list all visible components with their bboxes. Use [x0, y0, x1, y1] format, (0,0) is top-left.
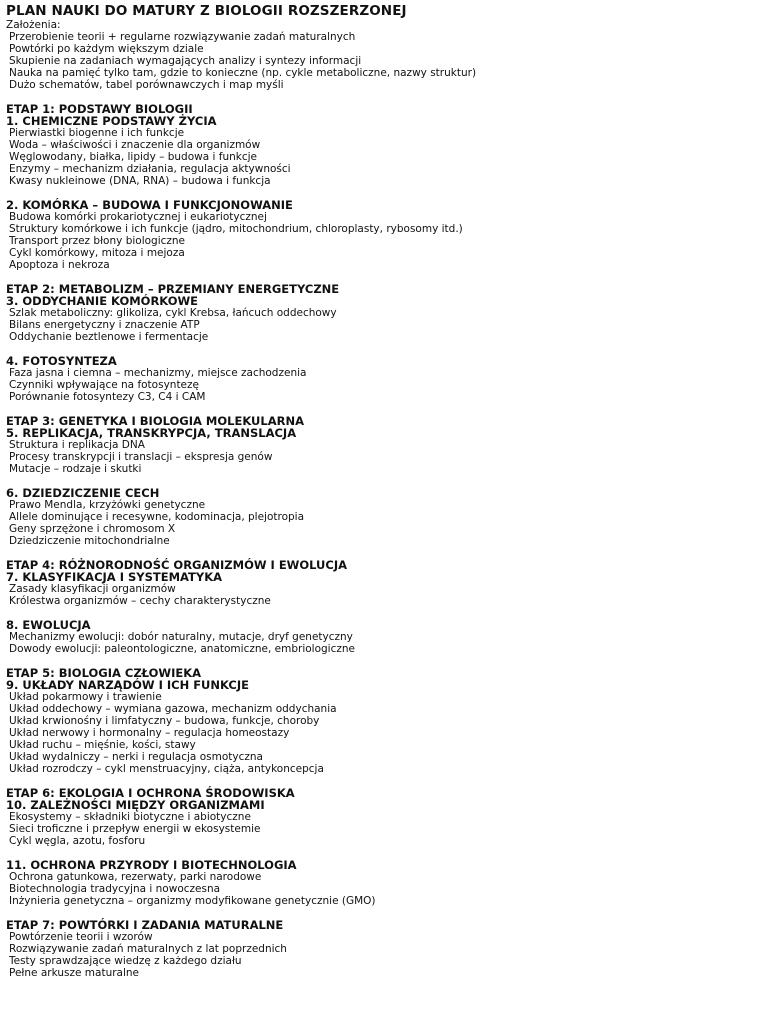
assumptions-label: Założenia:	[6, 19, 61, 31]
section-item: Procesy transkrypcji i translacji – ekspresja genów	[9, 451, 273, 463]
section-title: 5. REPLIKACJA, TRANSKRYPCJA, TRANSLACJA	[6, 426, 297, 440]
section-block	[6, 571, 762, 607]
section-item: Dowody ewolucji: paleontologiczne, anatomiczne, embriologiczne	[9, 643, 355, 655]
stages-container	[6, 103, 762, 979]
stage-title: ETAP 3: GENETYKA I BIOLOGIA MOLEKULARNA	[6, 414, 304, 428]
section-item: Układ rozrodczy – cykl menstruacyjny, ciąża, antykoncepcja	[9, 763, 324, 775]
section-item: Apoptoza i nekroza	[9, 259, 110, 271]
section-block	[6, 679, 762, 775]
stage-title: ETAP 5: BIOLOGIA CZŁOWIEKA	[6, 666, 202, 680]
section-item: Cykl komórkowy, mitoza i mejoza	[9, 247, 185, 259]
section-title: 8. EWOLUCJA	[6, 618, 91, 632]
stage-block	[6, 283, 762, 403]
section-item: Allele dominujące i recesywne, kodominacja, plejotropia	[9, 511, 305, 523]
section-title: 2. KOMÓRKA – BUDOWA I FUNKCJONOWANIE	[6, 198, 293, 212]
assumption-item: Przerobienie teorii + regularne rozwiązywanie zadań maturalnych	[9, 31, 356, 43]
section-item: Szlak metaboliczny: glikoliza, cykl Krebsa, łańcuch oddechowy	[9, 307, 337, 319]
section-item: Prawo Mendla, krzyżówki genetyczne	[9, 499, 206, 511]
section-item: Inżynieria genetyczna – organizmy modyfikowane genetycznie (GMO)	[9, 895, 376, 907]
section-item: Układ nerwowy i hormonalny – regulacja homeostazy	[9, 727, 290, 739]
section-item: Mutacje – rodzaje i skutki	[9, 463, 142, 475]
section-block	[6, 295, 762, 343]
section-item: Sieci troficzne i przepływ energii w ekosystemie	[9, 823, 261, 835]
section-title: 10. ZALEŻNOŚCI MIĘDZY ORGANIZMAMI	[6, 798, 265, 812]
stage-block	[6, 667, 762, 775]
section-item: Enzymy – mechanizm działania, regulacja aktywności	[9, 163, 291, 175]
section-block	[6, 355, 762, 403]
section-item: Budowa komórki prokariotycznej i eukariotycznej	[9, 211, 267, 223]
stage-block	[6, 919, 762, 979]
section-item: Ekosystemy – składniki biotyczne i abiotyczne	[9, 811, 251, 823]
document-title: PLAN NAUKI DO MATURY Z BIOLOGII ROZSZERZONEJ	[6, 3, 407, 19]
section-block	[6, 199, 762, 271]
section-item: Faza jasna i ciemna – mechanizmy, miejsce zachodzenia	[9, 367, 307, 379]
section-block	[6, 115, 762, 187]
assumption-item: Dużo schematów, tabel porównawczych i map myśli	[9, 79, 284, 91]
section-item: Porównanie fotosyntezy C3, C4 i CAM	[9, 391, 206, 403]
section-item: Struktura i replikacja DNA	[9, 439, 145, 451]
section-item: Królestwa organizmów – cechy charakterystyczne	[9, 595, 271, 607]
section-item: Powtórzenie teorii i wzorów	[9, 931, 153, 943]
section-item: Układ krwionośny i limfatyczny – budowa, funkcje, choroby	[9, 715, 320, 727]
section-item: Układ ruchu – mięśnie, kości, stawy	[9, 739, 196, 751]
stage-block	[6, 559, 762, 655]
section-title: 3. ODDYCHANIE KOMÓRKOWE	[6, 294, 199, 308]
section-item: Zasady klasyfikacji organizmów	[9, 583, 176, 595]
section-title: 7. KLASYFIKACJA I SYSTEMATYKA	[6, 570, 223, 584]
document	[6, 4, 762, 979]
section-item: Układ pokarmowy i trawienie	[9, 691, 162, 703]
section-item: Transport przez błony biologiczne	[9, 235, 186, 247]
section-item: Czynniki wpływające na fotosyntezę	[9, 379, 199, 391]
stage-title: ETAP 1: PODSTAWY BIOLOGII	[6, 102, 193, 116]
section-item: Pierwiastki biogenne i ich funkcje	[9, 127, 185, 139]
section-title: 9. UKŁADY NARZĄDÓW I ICH FUNKCJE	[6, 678, 249, 692]
section-block	[6, 427, 762, 475]
stage-block	[6, 103, 762, 271]
section-block	[6, 619, 762, 655]
section-item: Cykl węgla, azotu, fosforu	[9, 835, 146, 847]
section-block	[6, 799, 762, 847]
section-item: Mechanizmy ewolucji: dobór naturalny, mutacje, dryf genetyczny	[9, 631, 353, 643]
section-item: Oddychanie beztlenowe i fermentacje	[9, 331, 209, 343]
stage-title: ETAP 6: EKOLOGIA I OCHRONA ŚRODOWISKA	[6, 786, 295, 800]
stage-title: ETAP 4: RÓŻNORODNOŚĆ ORGANIZMÓW I EWOLUCJA	[6, 558, 348, 572]
section-title: 11. OCHRONA PRZYRODY I BIOTECHNOLOGIA	[6, 858, 297, 872]
section-item: Geny sprzężone i chromosom X	[9, 523, 176, 535]
section-item: Struktury komórkowe i ich funkcje (jądro, mitochondrium, chloroplasty, rybosomy itd.)	[9, 223, 463, 235]
section-title: 4. FOTOSYNTEZA	[6, 354, 117, 368]
stage-title: ETAP 2: METABOLIZM – PRZEMIANY ENERGETYCZNE	[6, 282, 340, 296]
section-title: 1. CHEMICZNE PODSTAWY ŻYCIA	[6, 114, 217, 128]
stage-block	[6, 415, 762, 547]
section-item: Rozwiązywanie zadań maturalnych z lat poprzednich	[9, 943, 287, 955]
assumption-item: Skupienie na zadaniach wymagających analizy i syntezy informacji	[9, 55, 362, 67]
section-item: Dziedziczenie mitochondrialne	[9, 535, 170, 547]
assumption-item: Nauka na pamięć tylko tam, gdzie to konieczne (np. cykle metaboliczne, nazwy struktur)	[9, 67, 477, 79]
stage-block	[6, 787, 762, 907]
section-item: Węglowodany, białka, lipidy – budowa i funkcje	[9, 151, 257, 163]
assumption-item: Powtórki po każdym większym dziale	[9, 43, 204, 55]
section-item: Biotechnologia tradycyjna i nowoczesna	[9, 883, 221, 895]
section-item: Woda – właściwości i znaczenie dla organizmów	[9, 139, 261, 151]
section-item: Kwasy nukleinowe (DNA, RNA) – budowa i funkcja	[9, 175, 271, 187]
section-item: Testy sprawdzające wiedzę z każdego działu	[9, 955, 242, 967]
section-item: Układ wydalniczy – nerki i regulacja osmotyczna	[9, 751, 263, 763]
assumptions-block	[6, 19, 762, 91]
section-item: Układ oddechowy – wymiana gazowa, mechanizm oddychania	[9, 703, 337, 715]
assumptions-list	[6, 31, 762, 91]
section-item: Ochrona gatunkowa, rezerwaty, parki narodowe	[9, 871, 262, 883]
section-item: Bilans energetyczny i znaczenie ATP	[9, 319, 200, 331]
stage-title: ETAP 7: POWTÓRKI I ZADANIA MATURALNE	[6, 918, 284, 932]
section-block	[6, 931, 762, 979]
section-title: 6. DZIEDZICZENIE CECH	[6, 486, 160, 500]
section-block	[6, 487, 762, 547]
section-item: Pełne arkusze maturalne	[9, 967, 140, 979]
section-block	[6, 859, 762, 907]
